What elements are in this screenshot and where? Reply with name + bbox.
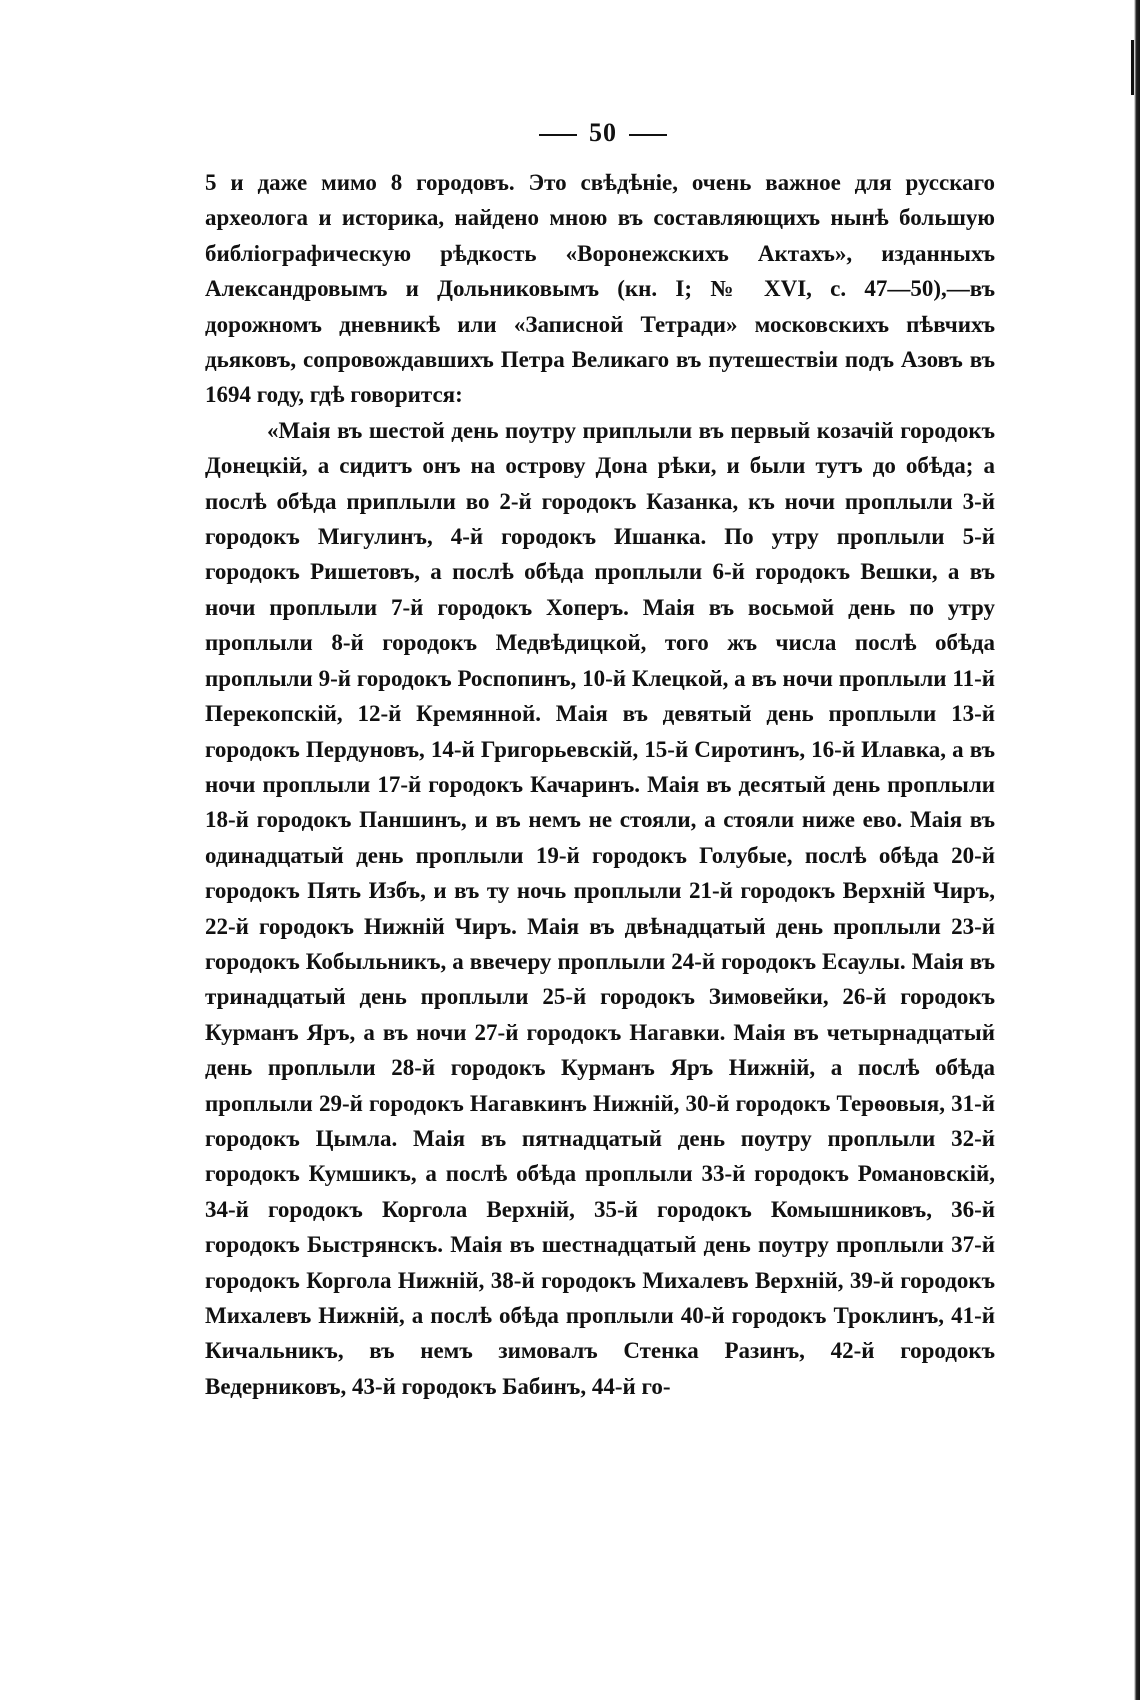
scan-edge-mark [1131,40,1134,95]
scan-page-edge [1134,0,1140,1700]
page-number-header [0,118,1140,148]
page-number: 50 [589,118,617,147]
paragraph-intro: 5 и даже мимо 8 городовъ. Это свѣдѣніе, очень важное для русскаго археолога и историка, найдено мною въ составляющихъ нынѣ большую библіографическую рѣдкость «Воронежскихъ Актахъ», изданныхъ Александровымъ и Дольниковымъ (кн. I; № XVI, с. 47—50),—въ дорожномъ дневникѣ или «Записной Тетради» московскихъ пѣвчихъ дьяковъ, сопровождавшихъ Петра Великаго въ путешествіи подъ Азовъ въ 1694 году, гдѣ говорится: [205,170,995,408]
paragraph-quote: «Маія въ шестой день поутру приплыли въ первый козачій городокъ Донецкій, а сидитъ онъ на острову Дона рѣки, и были тутъ до обѣда; а послѣ обѣда приплыли во 2-й городокъ Казанка, къ ночи проплыли 3-й городокъ Мигулинъ, 4-й городокъ Ишанка. По утру проплыли 5-й городокъ Ришетовъ, а послѣ обѣда проплыли 6-й городокъ Вешки, а въ ночи проплыли 7-й городокъ Хоперъ. Маія въ восьмой день по утру проплыли 8-й городокъ Медвѣдицкой, того жъ числа послѣ обѣда проплыли 9-й городокъ Роспопинъ, 10-й Клецкой, а въ ночи проплыли 11-й Перекопскій, 12-й Кремянной. Маія въ девятый день проплыли 13-й городокъ Пердуновъ, 14-й Григорьевскій, 15-й Сиротинъ, 16-й Илавка, а въ ночи проплыли 17-й городокъ Качаринъ. Маія въ десятый день проплыли 18-й городокъ Паншинъ, и въ немъ не стояли, а стояли ниже ево. Маія въ одинадцатый день проплыли 19-й городокъ Голубые, послѣ обѣда 20-й городокъ Пять Избъ, и въ ту ночь проплыли 21-й городокъ Верхній Чиръ, 22-й городокъ Нижній Чиръ. Маія въ двѣнадцатый день проплыли 23-й городокъ Кобыльникъ, а ввечеру проплыли 24-й городокъ Есаулы. Маія въ тринадцатый день проплыли 25-й городокъ Зимовейки, 26-й городокъ Курманъ Яръ, а въ ночи 27-й городокъ Нагавки. Маія въ четырнадцатый день проплыли 28-й городокъ Курманъ Яръ Нижній, а послѣ обѣда проплыли 29-й городокъ Нагавкинъ Нижній, 30-й городокъ Терѳовыя, 31-й городокъ Цымла. Маія въ пятнадцатый день поутру проплыли 32-й городокъ Кумшикъ, а послѣ обѣда проплыли 33-й городокъ Романовскій, 34-й городокъ Коргола Верхній, 35-й городокъ Комышниковъ, 36-й городокъ Быстрянскъ. Маія въ шестнадцатый день поутру проплыли 37-й городокъ Коргола Нижній, 38-й городокъ Михалевъ Верхній, 39-й городокъ Михалевъ Нижній, а послѣ обѣда проплыли 40-й городокъ Троклинъ, 41-й Кичальникъ, въ немъ зимовалъ Стенка Разинъ, 42-й городокъ Ведерниковъ, 43-й городокъ Бабинъ, 44-й го- [205,417,995,1399]
left-dash [539,134,577,136]
right-dash [629,134,667,136]
body-text [205,165,995,1404]
